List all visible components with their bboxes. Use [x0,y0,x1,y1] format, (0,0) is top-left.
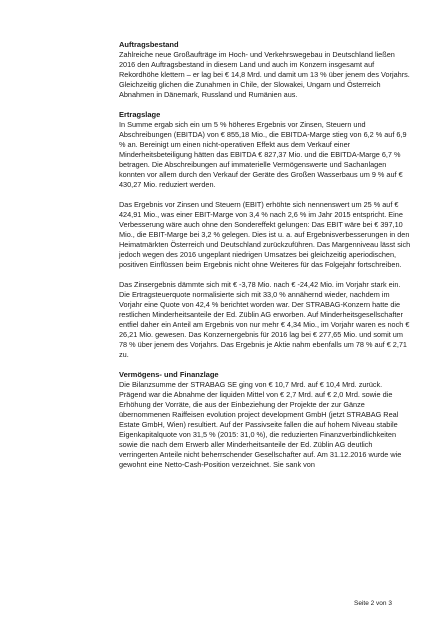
page-number: Seite 2 von 3 [354,600,392,607]
paragraph: Das Ergebnis vor Zinsen und Steuern (EBIT) erhöhte sich nennenswert um 25 % auf € 424,91 Mio., was einer EBIT-Marge von 3,4 % nach 2,6 % im Jahr 2015 entspricht. Eine Verbesserung wäre auch ohne den Sondereffekt gelungen: Das EBIT wäre bei € 397,10 Mio., die EBIT-Marge bei 3,2 % gelegen. Dies ist u. a. auf Ergebnisverbesserungen in den Heimatmärkten Österreich und Deutschland zurückzuführen. Das Margenniveau lässt sich jedoch wegen des 2016 ungeplant niedrigen Umsatzes bei gleichzeitig aperiodischen, positiven Einflüssen beim Ergebnis nicht ohne Weiteres für das Folgejahr fortschreiben. [119,200,411,269]
document-page [119,40,411,480]
section-vermoegens-finanzlage [119,370,411,470]
paragraph: Die Bilanzsumme der STRABAG SE ging von € 10,7 Mrd. auf € 10,4 Mrd. zurück. Prägend war die Abnahme der liquiden Mittel von € 2,7 Mrd. auf € 2,0 Mrd. sowie die Erhöhung der Vorräte, die aus der Einbeziehung der Projekte der zur Gänze übernommenen Raiffeisen evolution project development GmbH (jetzt STRABAG Real Estate GmbH, Wien) resultiert. Auf der Passivseite fallen die auf hohem Niveau stabile Eigenkapitalquote von 31,5 % (2015: 31,0 %), die reduzierten Finanzverbindlichkeiten sowie die nach dem Erwerb aller Minderheitsanteile der Ed. Züblin AG deutlich verringerten Anteile nicht beherrschender Gesellschafter auf. Am 31.12.2016 wurde wie gewohnt eine Netto-Cash-Position verzeichnet. Sie sank von [119,380,402,469]
section-heading: Auftragsbestand [119,40,179,49]
paragraph: Zahlreiche neue Großaufträge im Hoch- und Verkehrswegebau in Deutschland ließen 2016 den Auftragsbestand in diesem Land und auch im Konzern insgesamt auf Rekordhöhe klettern – er lag bei € 14,8 Mrd. und damit um 13 % über jenem des Vorjahrs. Gleichzeitig glichen die Zunahmen in Chile, der Slowakei, Ungarn und Österreich Abnahmen in Dänemark, Russland und Rumänien aus. [119,50,410,99]
section-auftragsbestand [119,40,411,100]
paragraph: In Summe ergab sich ein um 5 % höheres Ergebnis vor Zinsen, Steuern und Abschreibungen (EBITDA) von € 855,18 Mio., die EBITDA-Marge stieg von 6,2 % auf 6,9 % an. Bereinigt um einen nicht-operativen Effekt aus dem Verkauf einer Minderheitsbeteiligung hätten das EBITDA € 827,37 Mio. und die EBITDA-Marge 6,7 % betragen. Die Abschreibungen auf immaterielle Vermögenswerte und Sachanlagen konnten vor allem durch den Verkauf der Geräte des Großen Wasserbaus um 9 % auf € 430,27 Mio. reduziert werden. [119,120,407,189]
section-heading: Ertragslage [119,110,161,119]
section-heading: Vermögens- und Finanzlage [119,370,219,379]
paragraph: Das Zinsergebnis dämmte sich mit € -3,78 Mio. nach € -24,42 Mio. im Vorjahr stark ein. Die Ertragsteuerquote normalisierte sich mit 33,0 % annähernd wieder, nachdem im Vorjahr eine Quote von 42,4 % berichtet worden war. Der STRABAG-Konzern hatte die restlichen Minderheitsanteile der Ed. Züblin AG erworben. Auf Minderheitsgesellschafter entfiel daher ein Anteil am Ergebnis von nur mehr € 4,34 Mio., im Vorjahr waren es noch € 26,21 Mio. gewesen. Das Konzernergebnis für 2016 lag bei € 277,65 Mio. und somit um 78 % über jenem des Vorjahrs. Das Ergebnis je Aktie nahm ebenfalls um 78 % auf € 2,71 zu. [119,280,410,359]
section-ertragslage [119,110,411,360]
